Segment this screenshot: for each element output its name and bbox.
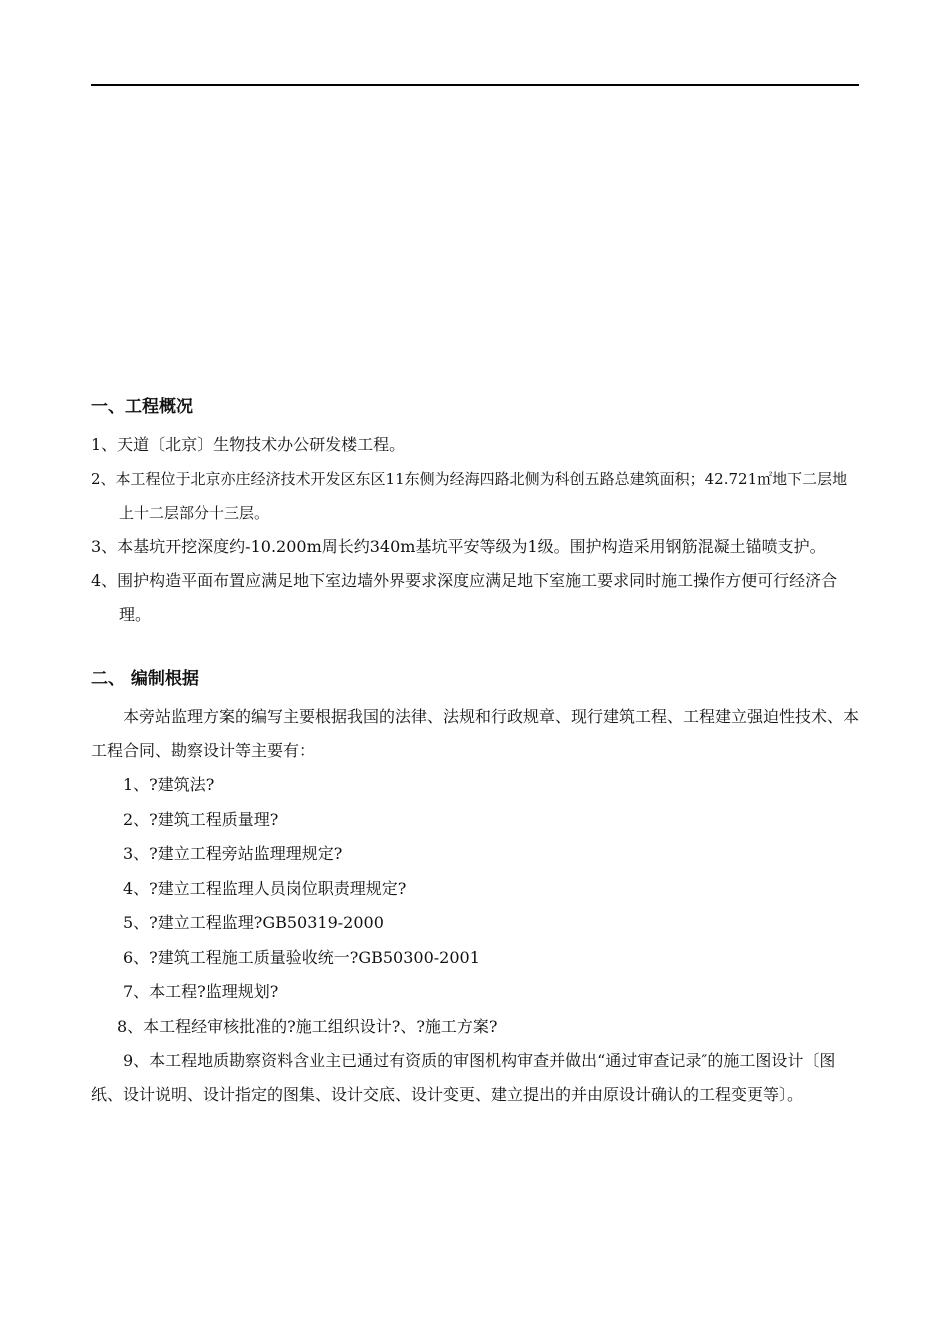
- section-heading-overview: 一、工程概况: [91, 397, 193, 417]
- overview-item-1: 1、天道〔北京〕生物技术办公研发楼工程。: [91, 435, 406, 454]
- basis-item-3: 3、?建立工程旁站监理理规定?: [123, 844, 343, 863]
- overview-item-3: 3、本基坑开挖深度约-10.200m周长约340m基坑平安等级为1级。围护构造采用钢筋混凝土锚喷支护。: [91, 537, 826, 556]
- header-rule: [91, 84, 859, 86]
- basis-item-4: 4、?建立工程监理人员岗位职责理规定?: [123, 878, 407, 898]
- basis-item-9: 9、本工程地质勘察资料含业主已通过有资质的审图机构审查并做出“通过审查记录″的施工图设计〔图纸、设计说明、设计指定的图集、设计交底、设计变更、建立提出的并由原设计确认的工程变更等〕。: [91, 1051, 836, 1104]
- document-body: [91, 394, 861, 1112]
- basis-item-1: 1、?建筑法?: [123, 775, 215, 794]
- basis-item-2: 2、?建筑工程质量理?: [123, 809, 279, 829]
- basis-item-7: 7、本工程?监理规划?: [123, 982, 279, 1001]
- basis-item-6: 6、?建筑工程施工质量验收统一?GB50300-2001: [123, 947, 480, 967]
- overview-item-2: 2、本工程位于北京亦庄经济技术开发区东区11东侧为经海四路北侧为科创五路总建筑面积；42.721㎡地下二层地上十二层部分十三层。: [91, 470, 848, 522]
- basis-item-5: 5、?建立工程监理?GB50319-2000: [123, 913, 384, 932]
- basis-intro: 本旁站监理方案的编写主要根据我国的法律、法规和行政规章、现行建筑工程、工程建立强迫性技术、本工程合同、勘察设计等主要有：: [91, 707, 860, 760]
- section-heading-basis: 二、 编制根据: [91, 669, 199, 689]
- overview-item-4: 4、围护构造平面布置应满足地下室边墙外界要求深度应满足地下室施工要求同时施工操作方便可行经济合理。: [91, 571, 838, 624]
- basis-item-8: 8、本工程经审核批准的?施工组织设计?、?施工方案?: [117, 1016, 498, 1036]
